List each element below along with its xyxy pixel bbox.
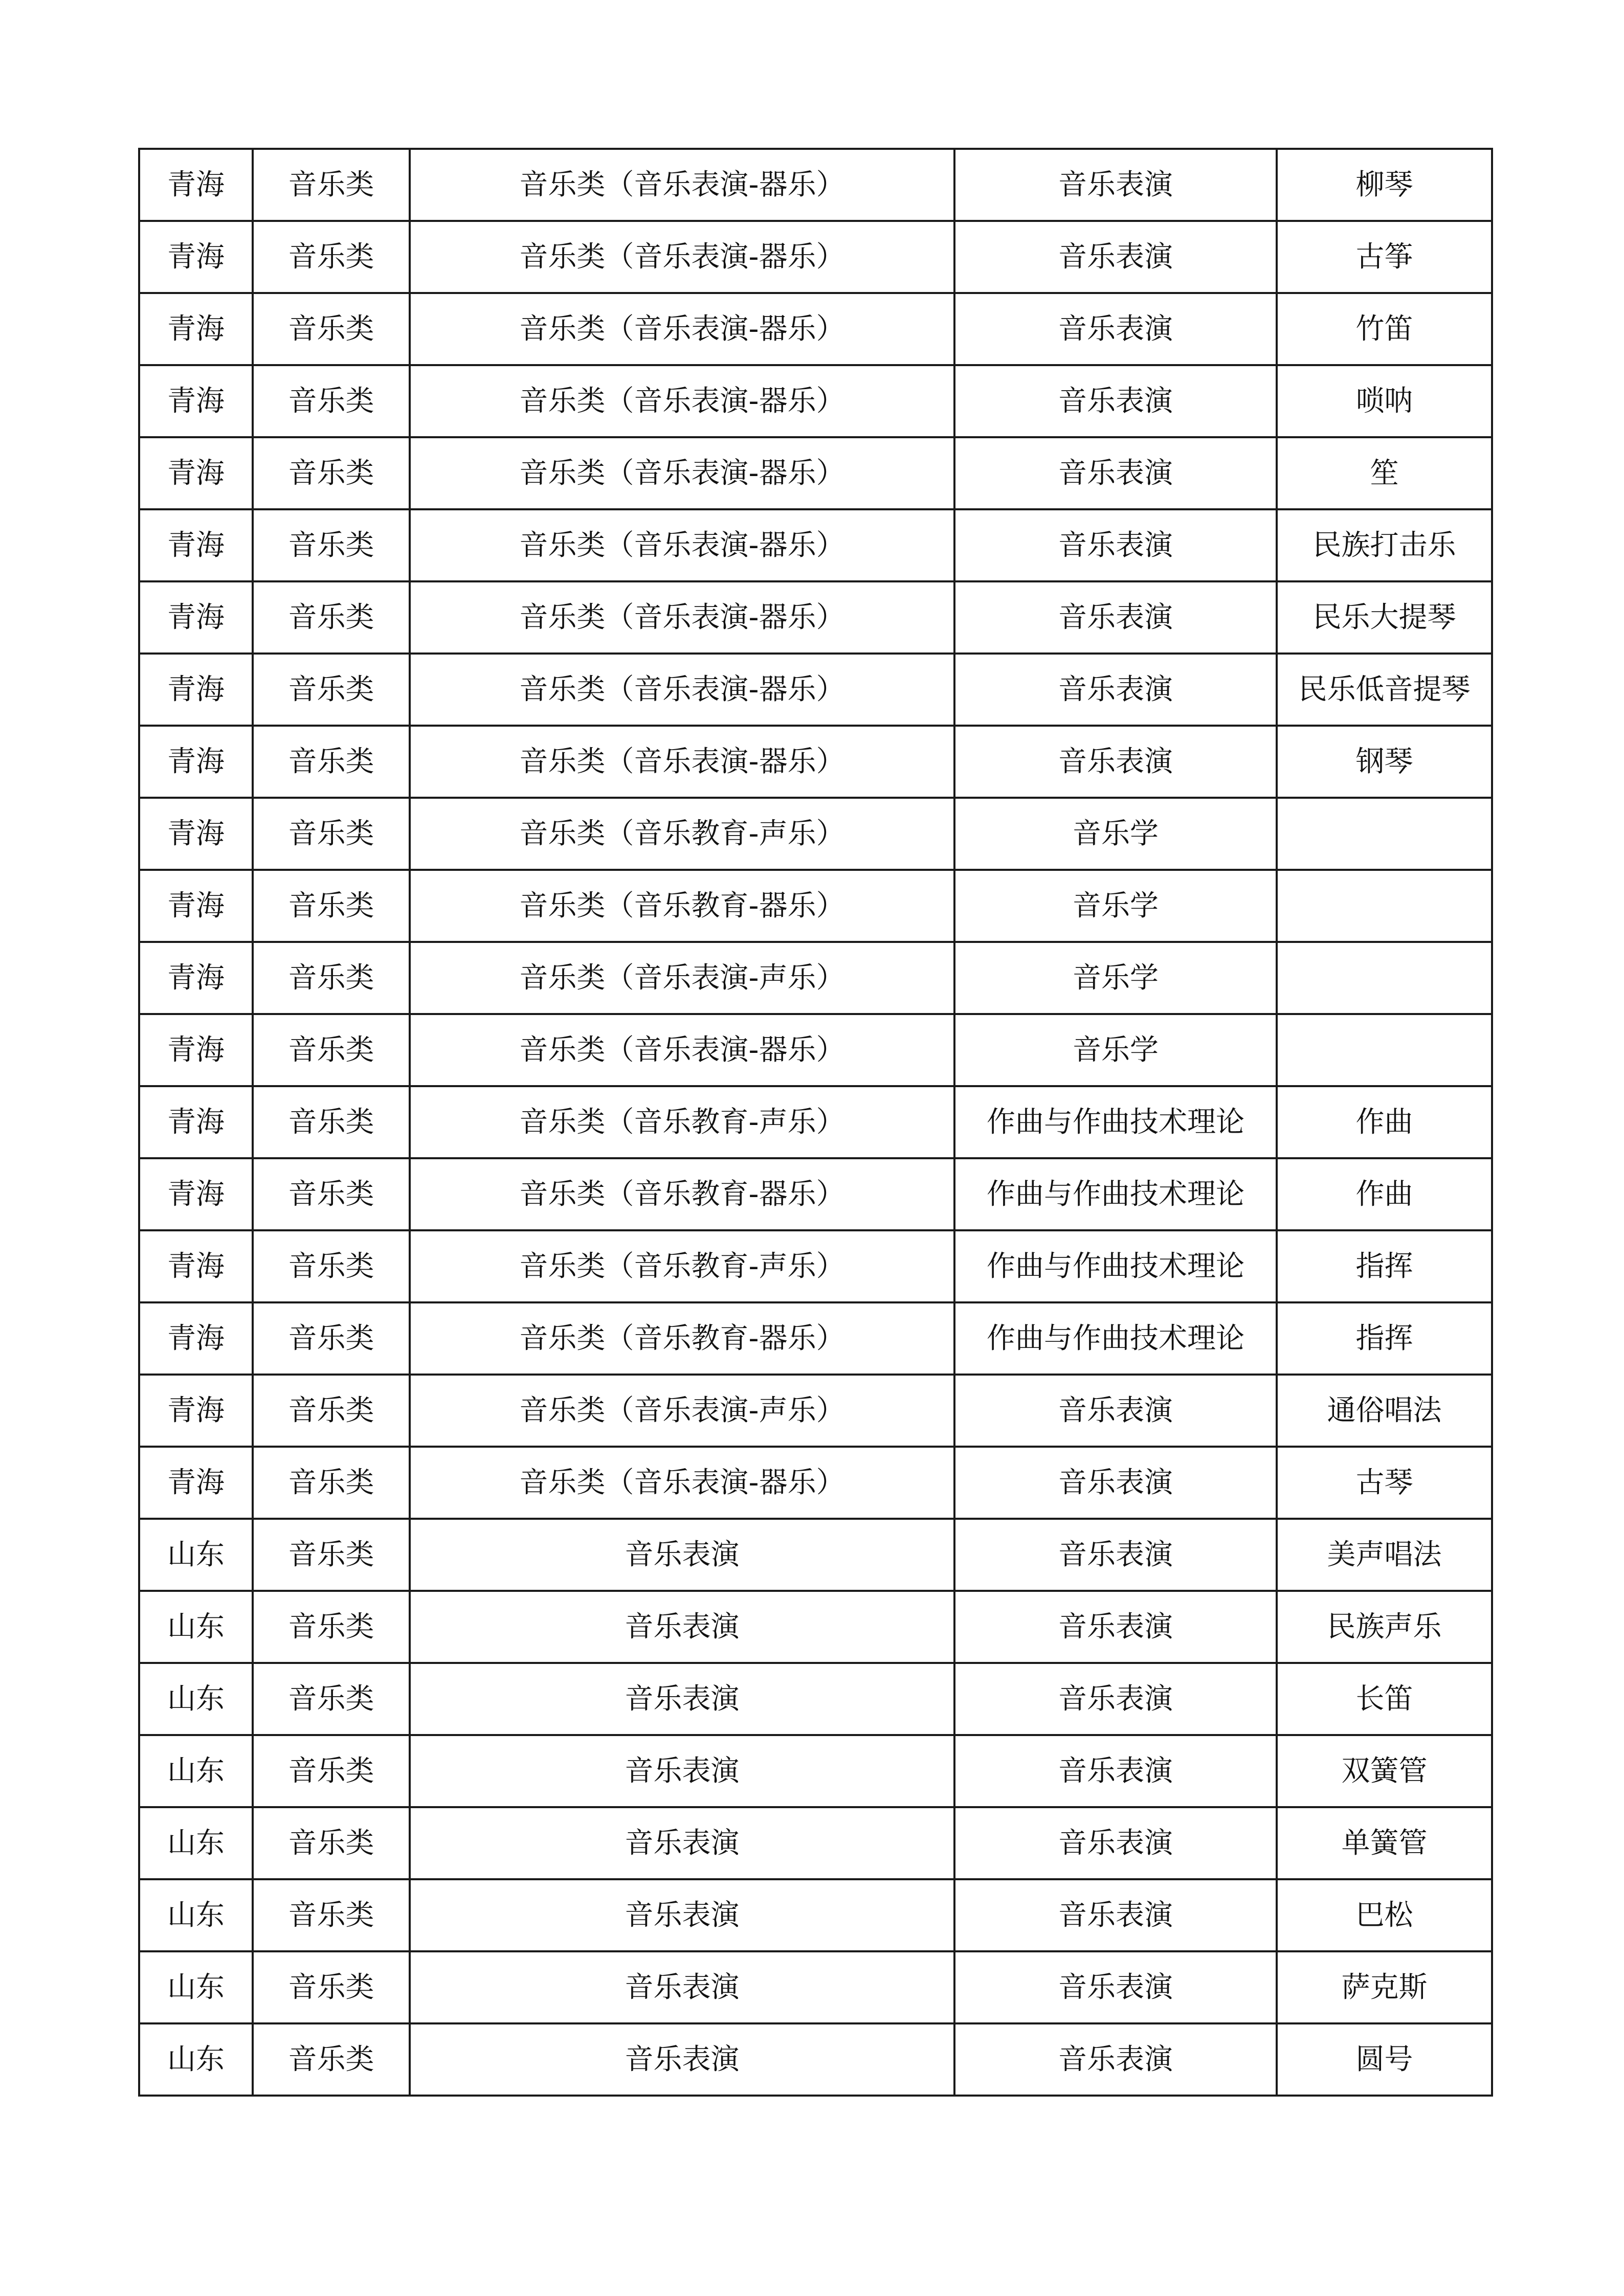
table-row bbox=[139, 1591, 1492, 1663]
direction-cell: 钢琴 bbox=[1277, 726, 1492, 798]
direction-cell: 柳琴 bbox=[1277, 149, 1492, 221]
category-cell: 音乐类 bbox=[253, 1158, 410, 1230]
major-cell: 音乐表演 bbox=[954, 1663, 1277, 1735]
exam-type-cell: 音乐类（音乐表演-器乐） bbox=[410, 654, 954, 726]
major-cell: 音乐表演 bbox=[954, 1951, 1277, 2023]
exam-type-cell: 音乐类（音乐表演-器乐） bbox=[410, 437, 954, 509]
exam-type-cell: 音乐表演 bbox=[410, 1519, 954, 1591]
major-cell: 音乐表演 bbox=[954, 509, 1277, 581]
direction-cell: 指挥 bbox=[1277, 1302, 1492, 1375]
exam-type-cell: 音乐类（音乐表演-器乐） bbox=[410, 581, 954, 654]
province-cell: 青海 bbox=[139, 221, 253, 293]
province-cell: 山东 bbox=[139, 1519, 253, 1591]
exam-type-cell: 音乐类（音乐表演-器乐） bbox=[410, 1014, 954, 1086]
major-cell: 音乐表演 bbox=[954, 1375, 1277, 1447]
direction-cell: 民乐大提琴 bbox=[1277, 581, 1492, 654]
direction-cell bbox=[1277, 1014, 1492, 1086]
category-cell: 音乐类 bbox=[253, 1230, 410, 1302]
province-cell: 青海 bbox=[139, 1302, 253, 1375]
direction-cell bbox=[1277, 942, 1492, 1014]
category-cell: 音乐类 bbox=[253, 1663, 410, 1735]
province-cell: 青海 bbox=[139, 1230, 253, 1302]
direction-cell: 民乐低音提琴 bbox=[1277, 654, 1492, 726]
province-cell: 青海 bbox=[139, 1014, 253, 1086]
category-cell: 音乐类 bbox=[253, 870, 410, 942]
province-cell: 山东 bbox=[139, 2023, 253, 2096]
exam-type-cell: 音乐类（音乐教育-声乐） bbox=[410, 1086, 954, 1158]
category-cell: 音乐类 bbox=[253, 1447, 410, 1519]
province-cell: 山东 bbox=[139, 1735, 253, 1807]
exam-type-cell: 音乐表演 bbox=[410, 1663, 954, 1735]
table-row bbox=[139, 365, 1492, 437]
category-cell: 音乐类 bbox=[253, 654, 410, 726]
direction-cell: 长笛 bbox=[1277, 1663, 1492, 1735]
province-cell: 青海 bbox=[139, 1086, 253, 1158]
province-cell: 青海 bbox=[139, 654, 253, 726]
table-row bbox=[139, 726, 1492, 798]
direction-cell: 通俗唱法 bbox=[1277, 1375, 1492, 1447]
exam-type-cell: 音乐表演 bbox=[410, 1879, 954, 1951]
table-row bbox=[139, 1735, 1492, 1807]
category-cell: 音乐类 bbox=[253, 509, 410, 581]
exam-type-cell: 音乐类（音乐教育-器乐） bbox=[410, 1158, 954, 1230]
major-cell: 音乐表演 bbox=[954, 365, 1277, 437]
category-cell: 音乐类 bbox=[253, 1302, 410, 1375]
exam-type-cell: 音乐表演 bbox=[410, 1807, 954, 1879]
major-cell: 音乐学 bbox=[954, 942, 1277, 1014]
major-cell: 作曲与作曲技术理论 bbox=[954, 1230, 1277, 1302]
table-row bbox=[139, 1951, 1492, 2023]
province-cell: 青海 bbox=[139, 581, 253, 654]
exam-type-cell: 音乐表演 bbox=[410, 2023, 954, 2096]
province-cell: 青海 bbox=[139, 1375, 253, 1447]
category-cell: 音乐类 bbox=[253, 1375, 410, 1447]
category-cell: 音乐类 bbox=[253, 581, 410, 654]
major-cell: 音乐表演 bbox=[954, 221, 1277, 293]
direction-cell: 巴松 bbox=[1277, 1879, 1492, 1951]
province-cell: 青海 bbox=[139, 293, 253, 365]
table-row bbox=[139, 1302, 1492, 1375]
exam-type-cell: 音乐表演 bbox=[410, 1951, 954, 2023]
province-cell: 青海 bbox=[139, 870, 253, 942]
category-cell: 音乐类 bbox=[253, 1951, 410, 2023]
category-cell: 音乐类 bbox=[253, 798, 410, 870]
major-cell: 音乐表演 bbox=[954, 437, 1277, 509]
major-cell: 作曲与作曲技术理论 bbox=[954, 1086, 1277, 1158]
table-row bbox=[139, 942, 1492, 1014]
direction-cell: 笙 bbox=[1277, 437, 1492, 509]
category-cell: 音乐类 bbox=[253, 2023, 410, 2096]
category-cell: 音乐类 bbox=[253, 1014, 410, 1086]
province-cell: 山东 bbox=[139, 1951, 253, 2023]
direction-cell bbox=[1277, 798, 1492, 870]
table-row bbox=[139, 1158, 1492, 1230]
table-row bbox=[139, 798, 1492, 870]
table-row bbox=[139, 1879, 1492, 1951]
table-row bbox=[139, 437, 1492, 509]
direction-cell bbox=[1277, 870, 1492, 942]
major-cell: 音乐表演 bbox=[954, 654, 1277, 726]
direction-cell: 萨克斯 bbox=[1277, 1951, 1492, 2023]
category-cell: 音乐类 bbox=[253, 293, 410, 365]
direction-cell: 古筝 bbox=[1277, 221, 1492, 293]
exam-type-cell: 音乐类（音乐表演-器乐） bbox=[410, 365, 954, 437]
exam-type-cell: 音乐表演 bbox=[410, 1591, 954, 1663]
direction-cell: 民族声乐 bbox=[1277, 1591, 1492, 1663]
exam-type-cell: 音乐类（音乐表演-声乐） bbox=[410, 942, 954, 1014]
category-cell: 音乐类 bbox=[253, 1519, 410, 1591]
province-cell: 青海 bbox=[139, 1447, 253, 1519]
direction-cell: 唢呐 bbox=[1277, 365, 1492, 437]
exam-type-cell: 音乐类（音乐表演-器乐） bbox=[410, 149, 954, 221]
province-cell: 青海 bbox=[139, 726, 253, 798]
table-row bbox=[139, 654, 1492, 726]
exam-type-cell: 音乐类（音乐表演-器乐） bbox=[410, 221, 954, 293]
province-cell: 青海 bbox=[139, 942, 253, 1014]
major-cell: 作曲与作曲技术理论 bbox=[954, 1158, 1277, 1230]
direction-cell: 古琴 bbox=[1277, 1447, 1492, 1519]
direction-cell: 圆号 bbox=[1277, 2023, 1492, 2096]
table-row bbox=[139, 870, 1492, 942]
category-cell: 音乐类 bbox=[253, 942, 410, 1014]
direction-cell: 美声唱法 bbox=[1277, 1519, 1492, 1591]
province-cell: 青海 bbox=[139, 798, 253, 870]
table-row bbox=[139, 1663, 1492, 1735]
category-cell: 音乐类 bbox=[253, 1879, 410, 1951]
major-cell: 音乐表演 bbox=[954, 581, 1277, 654]
table-row bbox=[139, 293, 1492, 365]
category-cell: 音乐类 bbox=[253, 221, 410, 293]
table-body bbox=[139, 149, 1492, 2096]
province-cell: 青海 bbox=[139, 437, 253, 509]
major-cell: 音乐表演 bbox=[954, 726, 1277, 798]
major-cell: 音乐表演 bbox=[954, 293, 1277, 365]
table-row bbox=[139, 581, 1492, 654]
direction-cell: 指挥 bbox=[1277, 1230, 1492, 1302]
province-cell: 山东 bbox=[139, 1591, 253, 1663]
table-row bbox=[139, 1519, 1492, 1591]
table-row bbox=[139, 1014, 1492, 1086]
table-row bbox=[139, 2023, 1492, 2096]
category-cell: 音乐类 bbox=[253, 1735, 410, 1807]
province-cell: 山东 bbox=[139, 1879, 253, 1951]
direction-cell: 单簧管 bbox=[1277, 1807, 1492, 1879]
major-cell: 音乐学 bbox=[954, 1014, 1277, 1086]
table-row bbox=[139, 221, 1492, 293]
province-cell: 青海 bbox=[139, 149, 253, 221]
table-row bbox=[139, 509, 1492, 581]
table-row bbox=[139, 149, 1492, 221]
category-cell: 音乐类 bbox=[253, 726, 410, 798]
major-cell: 音乐学 bbox=[954, 870, 1277, 942]
category-cell: 音乐类 bbox=[253, 1591, 410, 1663]
major-cell: 音乐表演 bbox=[954, 1447, 1277, 1519]
major-cell: 音乐表演 bbox=[954, 1879, 1277, 1951]
province-cell: 青海 bbox=[139, 1158, 253, 1230]
table-row bbox=[139, 1375, 1492, 1447]
major-table bbox=[138, 148, 1493, 2097]
province-cell: 山东 bbox=[139, 1807, 253, 1879]
exam-type-cell: 音乐表演 bbox=[410, 1735, 954, 1807]
exam-type-cell: 音乐类（音乐表演-器乐） bbox=[410, 1447, 954, 1519]
category-cell: 音乐类 bbox=[253, 1086, 410, 1158]
category-cell: 音乐类 bbox=[253, 1807, 410, 1879]
direction-cell: 作曲 bbox=[1277, 1086, 1492, 1158]
major-cell: 音乐表演 bbox=[954, 149, 1277, 221]
direction-cell: 作曲 bbox=[1277, 1158, 1492, 1230]
major-cell: 音乐表演 bbox=[954, 1735, 1277, 1807]
exam-type-cell: 音乐类（音乐教育-声乐） bbox=[410, 1230, 954, 1302]
direction-cell: 双簧管 bbox=[1277, 1735, 1492, 1807]
province-cell: 山东 bbox=[139, 1663, 253, 1735]
direction-cell: 民族打击乐 bbox=[1277, 509, 1492, 581]
direction-cell: 竹笛 bbox=[1277, 293, 1492, 365]
major-cell: 音乐表演 bbox=[954, 1807, 1277, 1879]
province-cell: 青海 bbox=[139, 509, 253, 581]
category-cell: 音乐类 bbox=[253, 437, 410, 509]
major-cell: 音乐表演 bbox=[954, 1591, 1277, 1663]
category-cell: 音乐类 bbox=[253, 149, 410, 221]
exam-type-cell: 音乐类（音乐表演-器乐） bbox=[410, 293, 954, 365]
table-row bbox=[139, 1807, 1492, 1879]
exam-type-cell: 音乐类（音乐表演-声乐） bbox=[410, 1375, 954, 1447]
exam-type-cell: 音乐类（音乐表演-器乐） bbox=[410, 726, 954, 798]
table-row bbox=[139, 1086, 1492, 1158]
major-cell: 音乐学 bbox=[954, 798, 1277, 870]
exam-type-cell: 音乐类（音乐教育-声乐） bbox=[410, 798, 954, 870]
province-cell: 青海 bbox=[139, 365, 253, 437]
major-cell: 作曲与作曲技术理论 bbox=[954, 1302, 1277, 1375]
major-cell: 音乐表演 bbox=[954, 1519, 1277, 1591]
major-cell: 音乐表演 bbox=[954, 2023, 1277, 2096]
exam-type-cell: 音乐类（音乐教育-器乐） bbox=[410, 870, 954, 942]
exam-type-cell: 音乐类（音乐教育-器乐） bbox=[410, 1302, 954, 1375]
table-row bbox=[139, 1447, 1492, 1519]
table-row bbox=[139, 1230, 1492, 1302]
exam-type-cell: 音乐类（音乐表演-器乐） bbox=[410, 509, 954, 581]
category-cell: 音乐类 bbox=[253, 365, 410, 437]
